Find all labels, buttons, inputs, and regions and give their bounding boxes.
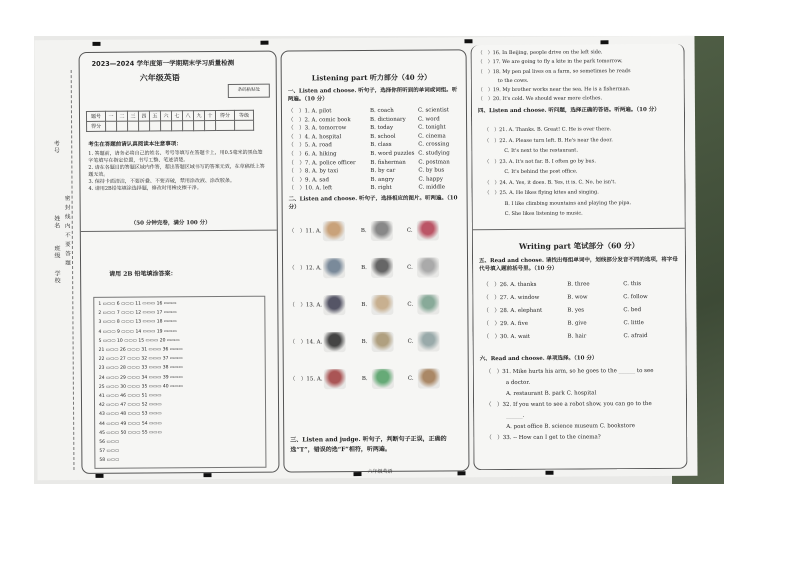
picture-option-letter: B. [361,264,367,272]
choice-option[interactable]: B. yes [567,307,585,314]
choice-option[interactable]: C. afraid [623,333,648,340]
answer-bubble-row[interactable]: 24 ▭▭▭ 29 ▭▭▭ 34 ▭▭▭ 39 ▭▭▭ [98,374,183,381]
seal-line-warning: 密 封 线 内 不 要 答 题 [63,195,71,267]
score-header-cell: 六 [160,111,171,121]
picture-option-letter: B. [361,301,368,309]
question-line: （ ）16. In Beijing, people drive on the left side. [477,49,603,57]
section-1-items [288,106,465,193]
divider [473,228,685,230]
notice-item: 4. 请用2B铅笔填涂选择题，修改时用橡皮擦干净。 [88,185,202,192]
choice-option[interactable]: C. tonight [418,124,446,131]
score-cell [205,121,216,131]
registration-mark [464,39,472,43]
question-line: （ ）31. Mike hurts his arm, so he goes to the ______ to see [485,367,654,376]
choice-option[interactable]: （ ）28. A. elephant [483,307,543,315]
score-cell [139,121,150,131]
choice-option[interactable]: C. middle [418,184,446,191]
choice-option[interactable]: C. word [418,116,440,123]
score-cell [216,120,235,130]
question-line: A. restaurant B. park C. hospital [505,390,597,398]
picture-question-label: （ ）11. A. [288,228,322,235]
picture-option[interactable] [323,221,345,241]
picture-question-label: （ ）14. A. [289,339,323,346]
registration-mark [353,472,361,476]
picture-option[interactable] [324,369,346,389]
question-line: （ ）24. A. Yes, it does. B. Yes, it is. C. No, he isn't. [484,178,616,186]
score-cell [172,121,183,131]
fill-note: 请用 2B 铅笔填涂答案： [109,270,177,278]
picture-option-letter: C. [406,227,413,234]
choice-option[interactable]: B. hair [567,333,587,340]
answer-bubble-row[interactable]: 44 ▭▭▭ 49 ▭▭▭ 54 ▭▭▭ [99,421,162,427]
question-line: ______. [506,412,525,420]
answer-bubble-row[interactable]: 45 ▭▭▭ 50 ▭▭▭ 55 ▭▭▭ [99,430,162,436]
side-label-school: 学校 [53,270,61,285]
barcode-sticker-area: 条码粘贴处 [228,84,270,98]
choice-row [288,184,464,194]
registration-mark [457,471,465,475]
notice-item: 2. 请在各题目的答题区域内作答，超出答题区域书写的答案无效，在草稿纸上答题无效。 [88,163,265,178]
choice-option[interactable]: （ ）5. A. road [288,142,332,149]
picture-option[interactable] [418,368,440,388]
answer-bubble-row[interactable]: 56 ▭▭▭ [99,439,120,445]
section-3-heading: 三、Listen and judge. 听句子，判断句子正误，正确的选“T”，错误的选“F”相符，听两遍。 [290,435,447,454]
question-line: （ ）17. We are going to fly a kite in the park tomorrow. [477,58,623,66]
section-5-heading: 五、Read and choose. 请找出每组单词中，划线部分发音不同的选项，将字母代号填入题前括号里。（10 分） [479,256,678,273]
score-cell [128,121,139,131]
score-header-cell: 九 [193,111,204,121]
picture-option[interactable] [323,258,345,278]
answer-bubble-row[interactable]: 41 ▭▭▭ 46 ▭▭▭ 51 ▭▭▭ [98,393,162,399]
question-line: （ ）25. A. He likes flying kites and singing. [484,189,599,197]
picture-question-label: （ ）13. A. [289,302,323,309]
section-2-items [289,220,466,421]
choice-option[interactable]: C. cinema [418,133,446,140]
side-label-name: 姓名 [52,215,60,230]
writing-title: Writing part 笔试部分（60 分） [518,241,640,251]
exam-title: 2023—2024 学年度第一学期期末学习质量检测 [91,58,235,68]
notice-list [88,150,266,193]
choice-option[interactable]: C. postman [418,158,450,166]
answer-bubble-area [93,296,266,469]
picture-option-letter: C. [407,338,414,345]
score-header-cell: 等级 [234,110,253,120]
picture-question-label: （ ）15. A. [289,376,323,383]
question-line: C. She likes listening to music. [504,210,583,218]
picture-option[interactable] [417,257,439,277]
question-line: to the cows. [497,77,529,84]
question-line: （ ）22. A. Please turn left. B. He's near the door. [484,136,613,144]
picture-option[interactable] [371,295,393,315]
choice-option[interactable]: （ ）3. A. tomorrow [288,125,347,132]
notice-title: 考生在答题前请认真阅读本注意事项： [88,141,182,148]
choice-option[interactable]: B. give [567,320,587,327]
choice-option[interactable]: （ ）2. A. comic book [288,116,351,124]
score-header-cell: 一 [105,111,116,121]
score-cell [161,121,172,131]
choice-option[interactable]: （ ）27. A. window [483,294,540,302]
question-line: （ ）32. If you want to see a robot show, you can go to the [486,401,652,409]
answer-bubble-row[interactable]: 5 ▭▭▭ 10 ▭▭▭ 15 ▭▭▭ 20 ▭▭▭ [98,338,180,344]
question-line: C. It's next to the restaurant. [504,147,578,155]
choice-option[interactable]: （ ）4. A. hospital [288,133,342,141]
choice-option[interactable]: B. by car [370,167,396,175]
question-line: a doctor. [505,379,531,387]
score-header-cell: 七 [171,111,182,121]
seal-line [71,70,75,470]
choice-option[interactable]: （ ）10. A. left [288,185,333,192]
section-3-items [478,48,678,105]
exam-sheet [34,36,697,481]
answer-bubble-row[interactable]: 43 ▭▭▭ 48 ▭▭▭ 53 ▭▭▭ [99,411,162,418]
score-header-cell: 得分 [215,110,234,120]
picture-option-letter: C. [407,264,413,271]
registration-mark [92,42,100,46]
choice-option[interactable]: B. three [567,281,590,288]
picture-option[interactable] [371,221,393,241]
choice-option[interactable]: （ ）1. A. pilot [287,108,332,115]
notice-item: 1. 答题前，请务必将自己的姓名、考号等填写在答题卡上，用0.5毫米的黑色签字笔填写在指定位置，书写工整、笔迹清楚。 [88,149,263,164]
choice-option[interactable]: B. today [370,124,394,132]
picture-option[interactable] [372,369,394,389]
choice-option[interactable]: （ ）9. A. sad [288,177,330,184]
answer-bubble-row[interactable]: 4 ▭▭▭ 9 ▭▭▭ 14 ▭▭▭ 19 ▭▭▭ [98,328,177,335]
score-cell [106,121,117,131]
exam-subject: 六年级英语 [139,73,180,83]
score-header-cell: 五 [149,111,160,121]
picture-option[interactable] [418,331,440,351]
choice-option[interactable]: C. little [623,320,644,327]
question-line: （ ）18. My pen pal lives on a farm, so sometimes he reads [477,67,631,75]
choice-option[interactable]: B. dictionary [370,116,406,123]
score-header-cell: 十 [204,111,215,121]
choice-option[interactable]: （ ）7. A. police officer [288,159,356,167]
divider [81,230,277,232]
score-cell: 得分 [87,121,106,131]
question-line: A. post office B. science museum C. bookstore [506,423,635,431]
side-label-class: 班级 [52,245,61,260]
left-panel [79,51,280,474]
picture-option[interactable] [417,220,439,240]
question-line: B. I like climbing mountains and playing the pipa. [504,199,632,207]
score-table [86,110,254,132]
choice-option[interactable]: C. this [623,281,642,288]
section-6-items [486,366,683,444]
score-cell [194,121,205,131]
right-panel [471,44,688,470]
score-header-cell: 二 [116,111,127,121]
registration-mark [260,41,268,45]
answer-bubble-row[interactable]: 21 ▭▭▭ 26 ▭▭▭ 31 ▭▭▭ 36 ▭▭▭ [98,347,183,353]
answer-bubble-row[interactable]: 23 ▭▭▭ 28 ▭▭▭ 33 ▭▭▭ 38 ▭▭▭ [98,365,183,372]
choice-option[interactable]: C. crossing [418,141,450,149]
section-4-items [484,124,681,220]
choice-option[interactable]: B. coach [369,107,394,114]
side-label-kaohao: 考号 [52,140,60,155]
answer-bubble-row[interactable]: 58 ▭▭▭ [99,458,120,464]
picture-option[interactable] [372,332,394,352]
picture-option-letter: C. [407,301,414,308]
score-cell [117,121,128,131]
choice-option[interactable]: B. wow [567,294,588,301]
picture-option[interactable] [417,294,439,314]
choice-option[interactable]: C. by bus [418,167,445,174]
section-6-heading: 六、Read and choose. 单项选择。（10 分） [479,355,598,363]
section-4-heading: 四、Listen and choose. 听问题，选择正确的答语。听两遍。（10 分） [477,106,660,115]
picture-option[interactable] [323,295,345,315]
choice-option[interactable]: （ ）29. A. five [483,320,528,328]
question-line: （ ）21. A. Thanks. B. Great! C. He is over there. [484,126,612,134]
question-line: （ ）19. My brother works near the sea. He is a fisherman. [477,86,631,94]
score-header-cell: 三 [127,111,138,121]
score-cell [235,120,254,130]
section-2-heading: 二、Listen and choose. 听句子，选择相应的图片。听两遍。（10 分） [288,195,458,211]
picture-option[interactable] [324,332,346,352]
score-cell [150,121,161,131]
answer-bubble-row[interactable]: 25 ▭▭▭ 30 ▭▭▭ 35 ▭▭▭ 40 ▭▭▭ [98,384,183,390]
answer-bubble-row[interactable]: 42 ▭▭▭ 47 ▭▭▭ 52 ▭▭▭ [99,402,162,409]
question-line: （ ）20. It's cold. We should wear more clothes. [477,95,603,103]
picture-option-letter: C. [407,375,414,382]
registration-mark [96,474,104,478]
choice-option[interactable]: （ ）6. A. hiking [288,151,337,158]
choice-option[interactable]: B. school [370,133,396,140]
answer-bubble-row[interactable]: 3 ▭▭▭ 8 ▭▭▭ 13 ▭▭▭ 18 ▭▭▭ [98,319,177,326]
notice-item: 3. 保持卡面清洁，不要折叠、不要弄破，禁用涂改液、涂改胶条。 [88,177,235,185]
picture-option-letter: B. [360,227,367,235]
answer-bubble-row[interactable]: 22 ▭▭▭ 27 ▭▭▭ 32 ▭▭▭ 37 ▭▭▭ [98,356,183,363]
listening-title: Listening part 听力部分（40 分） [311,72,432,83]
registration-mark [203,473,211,477]
choice-option[interactable]: （ ）8. A. by taxi [288,168,339,175]
choice-option[interactable]: B. fisherman [370,159,406,166]
answer-bubble-row[interactable]: 1 ▭▭▭ 6 ▭▭▭ 11 ▭▭▭ 16 ▭▭▭ [98,301,177,307]
choice-option[interactable]: B. word puzzles [370,150,415,157]
section-1-heading: 一、Listen and choose. 听句子，选择你所听到的单词或词组。听两遍。（10 分） [287,87,458,103]
question-line: C. It's behind the post office. [504,168,578,176]
choice-option[interactable]: B. class [370,142,392,149]
page-footer: 六年级英语 [367,468,393,475]
choice-option[interactable]: B. angry [370,176,395,183]
choice-option[interactable]: C. happy [418,176,443,183]
score-header-cell: 题号 [86,111,105,121]
section-5-items [483,280,679,346]
score-header-cell: 四 [138,111,149,121]
listening-panel [281,49,470,472]
question-line: （ ）33. -- How can I get to the cinema? [486,434,601,442]
picture-option-letter: B. [361,375,368,383]
choice-option[interactable]: C. studying [418,150,450,157]
choice-option[interactable]: B. right [370,185,392,192]
question-line: （ ）23. A. It's not far. B. I often go by bus. [484,157,596,165]
choice-option[interactable]: （ ）26. A. thanks [483,281,537,289]
time-score: （50 分钟完卷，满分 100 分） [130,220,211,227]
choice-row [484,332,680,346]
answer-bubble-row[interactable]: 57 ▭▭▭ [99,448,120,455]
choice-option[interactable]: C. bed [623,307,642,314]
answer-bubble-row[interactable]: 2 ▭▭▭ 7 ▭▭▭ 12 ▭▭▭ 17 ▭▭▭ [98,310,177,317]
choice-option[interactable]: C. follow [623,294,648,301]
picture-option[interactable] [371,258,393,278]
score-header-cell: 八 [182,111,193,121]
choice-option[interactable]: （ ）30. A. wait [483,333,530,341]
picture-question-label: （ ）12. A. [289,265,322,272]
picture-option-letter: B. [361,338,368,346]
registration-mark [545,471,553,475]
choice-option[interactable]: C. scientist [417,107,449,114]
score-cell [183,121,194,131]
